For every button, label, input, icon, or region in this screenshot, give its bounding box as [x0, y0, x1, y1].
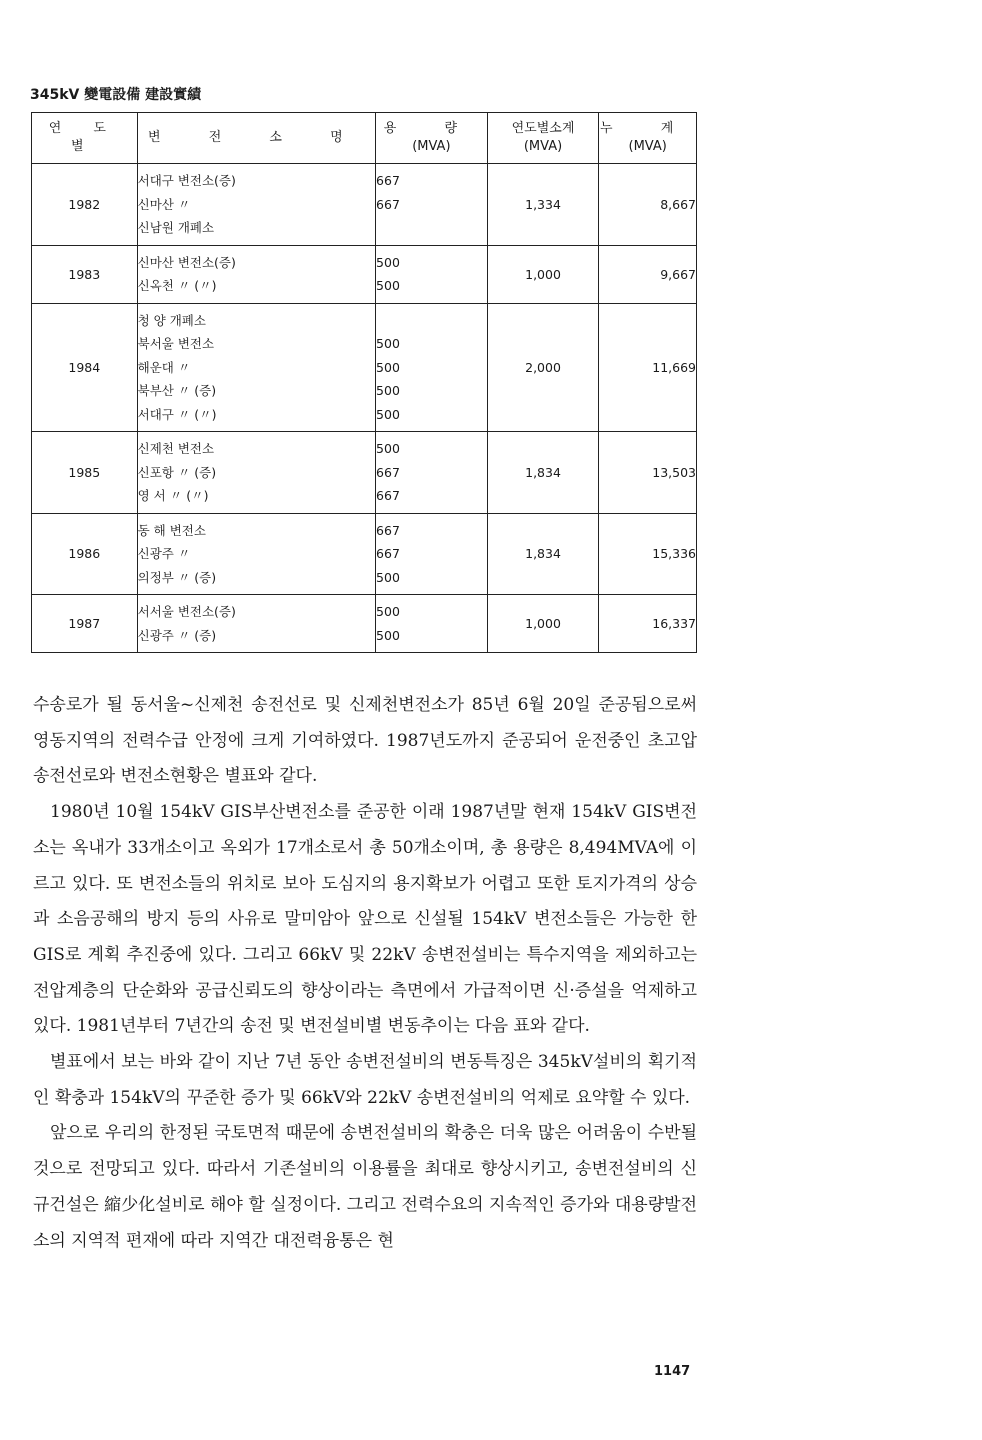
header-subtotal-unit: (MVA) [523, 139, 563, 154]
capacity-value [376, 309, 487, 333]
capacity-value: 500 [376, 383, 400, 398]
capacity-value: 667 [376, 488, 400, 503]
cell-year: 1982 [32, 164, 138, 246]
substation-name: 영 서 〃 (〃) [137, 488, 209, 503]
header-subtotal-label: 연도별소계 [511, 121, 575, 136]
cell-year: 1987 [32, 595, 138, 653]
cell-cumulative: 13,503 [599, 432, 697, 514]
capacity-value: 500 [376, 441, 400, 456]
cell-cumulative: 15,336 [599, 513, 697, 595]
cell-substation-names [137, 245, 375, 303]
header-cumulative-unit: (MVA) [628, 139, 667, 154]
cell-substation-names [137, 432, 375, 514]
header-capacity [376, 113, 488, 164]
capacity-value: 500 [376, 604, 400, 619]
cell-substation-names [137, 164, 375, 246]
cell-substation-names [137, 595, 375, 653]
capacity-value: 500 [376, 359, 400, 375]
capacity-value: 667 [376, 464, 400, 480]
cell-substation-names [137, 303, 375, 432]
header-cumulative [599, 113, 697, 164]
substation-name: 청 양 개폐소 [137, 312, 206, 328]
cell-year: 1985 [32, 432, 138, 514]
paragraph: 수송로가 될 동서울~신제천 송전선로 및 신제천변전소가 85년 6월 20일 준공됨으로써 영동지역의 전력수급 안정에 크게 기여하였다. 1987년도까지 준공되어 운전중인 초고압송전선로와 변전소현황은 별표와 같다. [33, 695, 697, 787]
capacity-value: 500 [376, 569, 400, 585]
page-number: 1147 [654, 1364, 691, 1379]
header-cumulative-label: 누 계 [600, 121, 696, 136]
cell-subtotal: 1,334 [487, 164, 599, 246]
substation-name: 신마산 〃 [137, 196, 191, 212]
paragraph: 1980년 10월 154kV GIS부산변전소를 준공한 이래 1987년말 현재 154kV GIS변전소는 옥내가 33개소이고 옥외가 17개소로서 총 50개소이며, 총 용량은 8,494MVA에 이르고 있다. 또 변전소들의 위치로 보아 도심지의 용지확보가 어렵고 또한 토지가격의 상승과 소음공해의 방지 등의 사유로 말미암아 앞으로 신설될 154kV 변전소들은 가능한 한 GIS로 계획 추진중에 있다. 그리고 66kV 및 22kV 송변전설비는 특수지역을 제외하고는 전압계층의 단순화와 공급신뢰도의 향상이라는 측면에서 가급적이면 신·증설을 억제하고 있다. 1981년부터 7년간의 송전 및 변전설비별 변동추이는 다음 표와 같다. [33, 802, 697, 1037]
paragraph: 별표에서 보는 바와 같이 지난 7년 동안 송변전설비의 변동특징은 345kV설비의 획기적인 확충과 154kV의 꾸준한 증가 및 66kV와 22kV 송변전설비의 억제로 요약할 수 있다. [33, 1052, 697, 1108]
substation-name: 신마산 변전소(증) [137, 254, 236, 270]
header-year: 연 도 별 [32, 113, 138, 164]
capacity-value: 667 [376, 173, 400, 188]
table-row [32, 245, 697, 303]
cell-cumulative: 16,337 [599, 595, 697, 653]
capacity-value: 500 [376, 336, 400, 351]
capacity-value [376, 216, 487, 240]
capacity-value: 667 [376, 522, 400, 538]
substation-name: 서대구 변전소(증) [137, 173, 236, 188]
capacity-value: 667 [376, 196, 400, 212]
capacity-value: 667 [376, 546, 400, 561]
substation-name: 신포항 〃 (증) [137, 464, 217, 480]
cell-subtotal: 1,000 [487, 245, 599, 303]
cell-capacities [376, 164, 488, 246]
substation-name: 신광주 〃 [137, 546, 191, 561]
substation-name: 동 해 변전소 [137, 522, 206, 538]
header-substation: 변 전 소 명 [137, 113, 375, 164]
cell-year: 1984 [32, 303, 138, 432]
cell-subtotal: 2,000 [487, 303, 599, 432]
table-row [32, 513, 697, 595]
substation-name: 신광주 〃 (증) [137, 627, 217, 643]
table-row [32, 164, 697, 246]
capacity-value: 500 [376, 627, 400, 643]
cell-cumulative: 11,669 [599, 303, 697, 432]
table-row [32, 303, 697, 432]
substation-table [31, 112, 697, 653]
cell-substation-names [137, 513, 375, 595]
header-capacity-unit: (MVA) [412, 139, 451, 154]
table-caption: 345kV 變電設備 建設實績 [30, 87, 202, 103]
substation-name: 신옥천 〃 (〃) [137, 278, 217, 293]
substation-name: 신남원 개폐소 [137, 220, 215, 235]
capacity-value: 500 [376, 278, 400, 293]
substation-name: 북서울 변전소 [137, 336, 215, 351]
cell-capacities [376, 513, 488, 595]
capacity-value: 500 [376, 254, 400, 270]
cell-year: 1986 [32, 513, 138, 595]
capacity-value: 500 [376, 406, 400, 422]
cell-subtotal: 1,834 [487, 513, 599, 595]
substation-name: 서대구 〃 (〃) [137, 406, 217, 422]
body-text [33, 688, 697, 1259]
header-subtotal [487, 113, 599, 164]
header-capacity-label: 용 량 [383, 121, 479, 136]
table-header-row [32, 113, 697, 164]
cell-capacities [376, 432, 488, 514]
cell-year: 1983 [32, 245, 138, 303]
substation-name: 서서울 변전소(증) [137, 604, 236, 619]
cell-subtotal: 1,834 [487, 432, 599, 514]
cell-cumulative: 8,667 [599, 164, 697, 246]
paragraph: 앞으로 우리의 한정된 국토면적 때문에 송변전설비의 확충은 더욱 많은 어려움이 수반될 것으로 전망되고 있다. 따라서 기존설비의 이용률을 최대로 향상시키고, 송변전설비의 신규건설은 縮少化설비로 해야 할 실정이다. 그리고 전력수요의 지속적인 증가와 대용량발전소의 지역적 편재에 따라 지역간 대전력융통은 현 [33, 1123, 697, 1251]
table-row [32, 432, 697, 514]
cell-capacities [376, 303, 488, 432]
table-row [32, 595, 697, 653]
substation-name: 의정부 〃 (증) [137, 569, 217, 585]
cell-capacities [376, 595, 488, 653]
substation-name: 신제천 변전소 [137, 441, 215, 456]
cell-capacities [376, 245, 488, 303]
cell-cumulative: 9,667 [599, 245, 697, 303]
substation-name: 북부산 〃 (증) [137, 383, 217, 398]
substation-name: 해운대 〃 [137, 359, 191, 375]
cell-subtotal: 1,000 [487, 595, 599, 653]
